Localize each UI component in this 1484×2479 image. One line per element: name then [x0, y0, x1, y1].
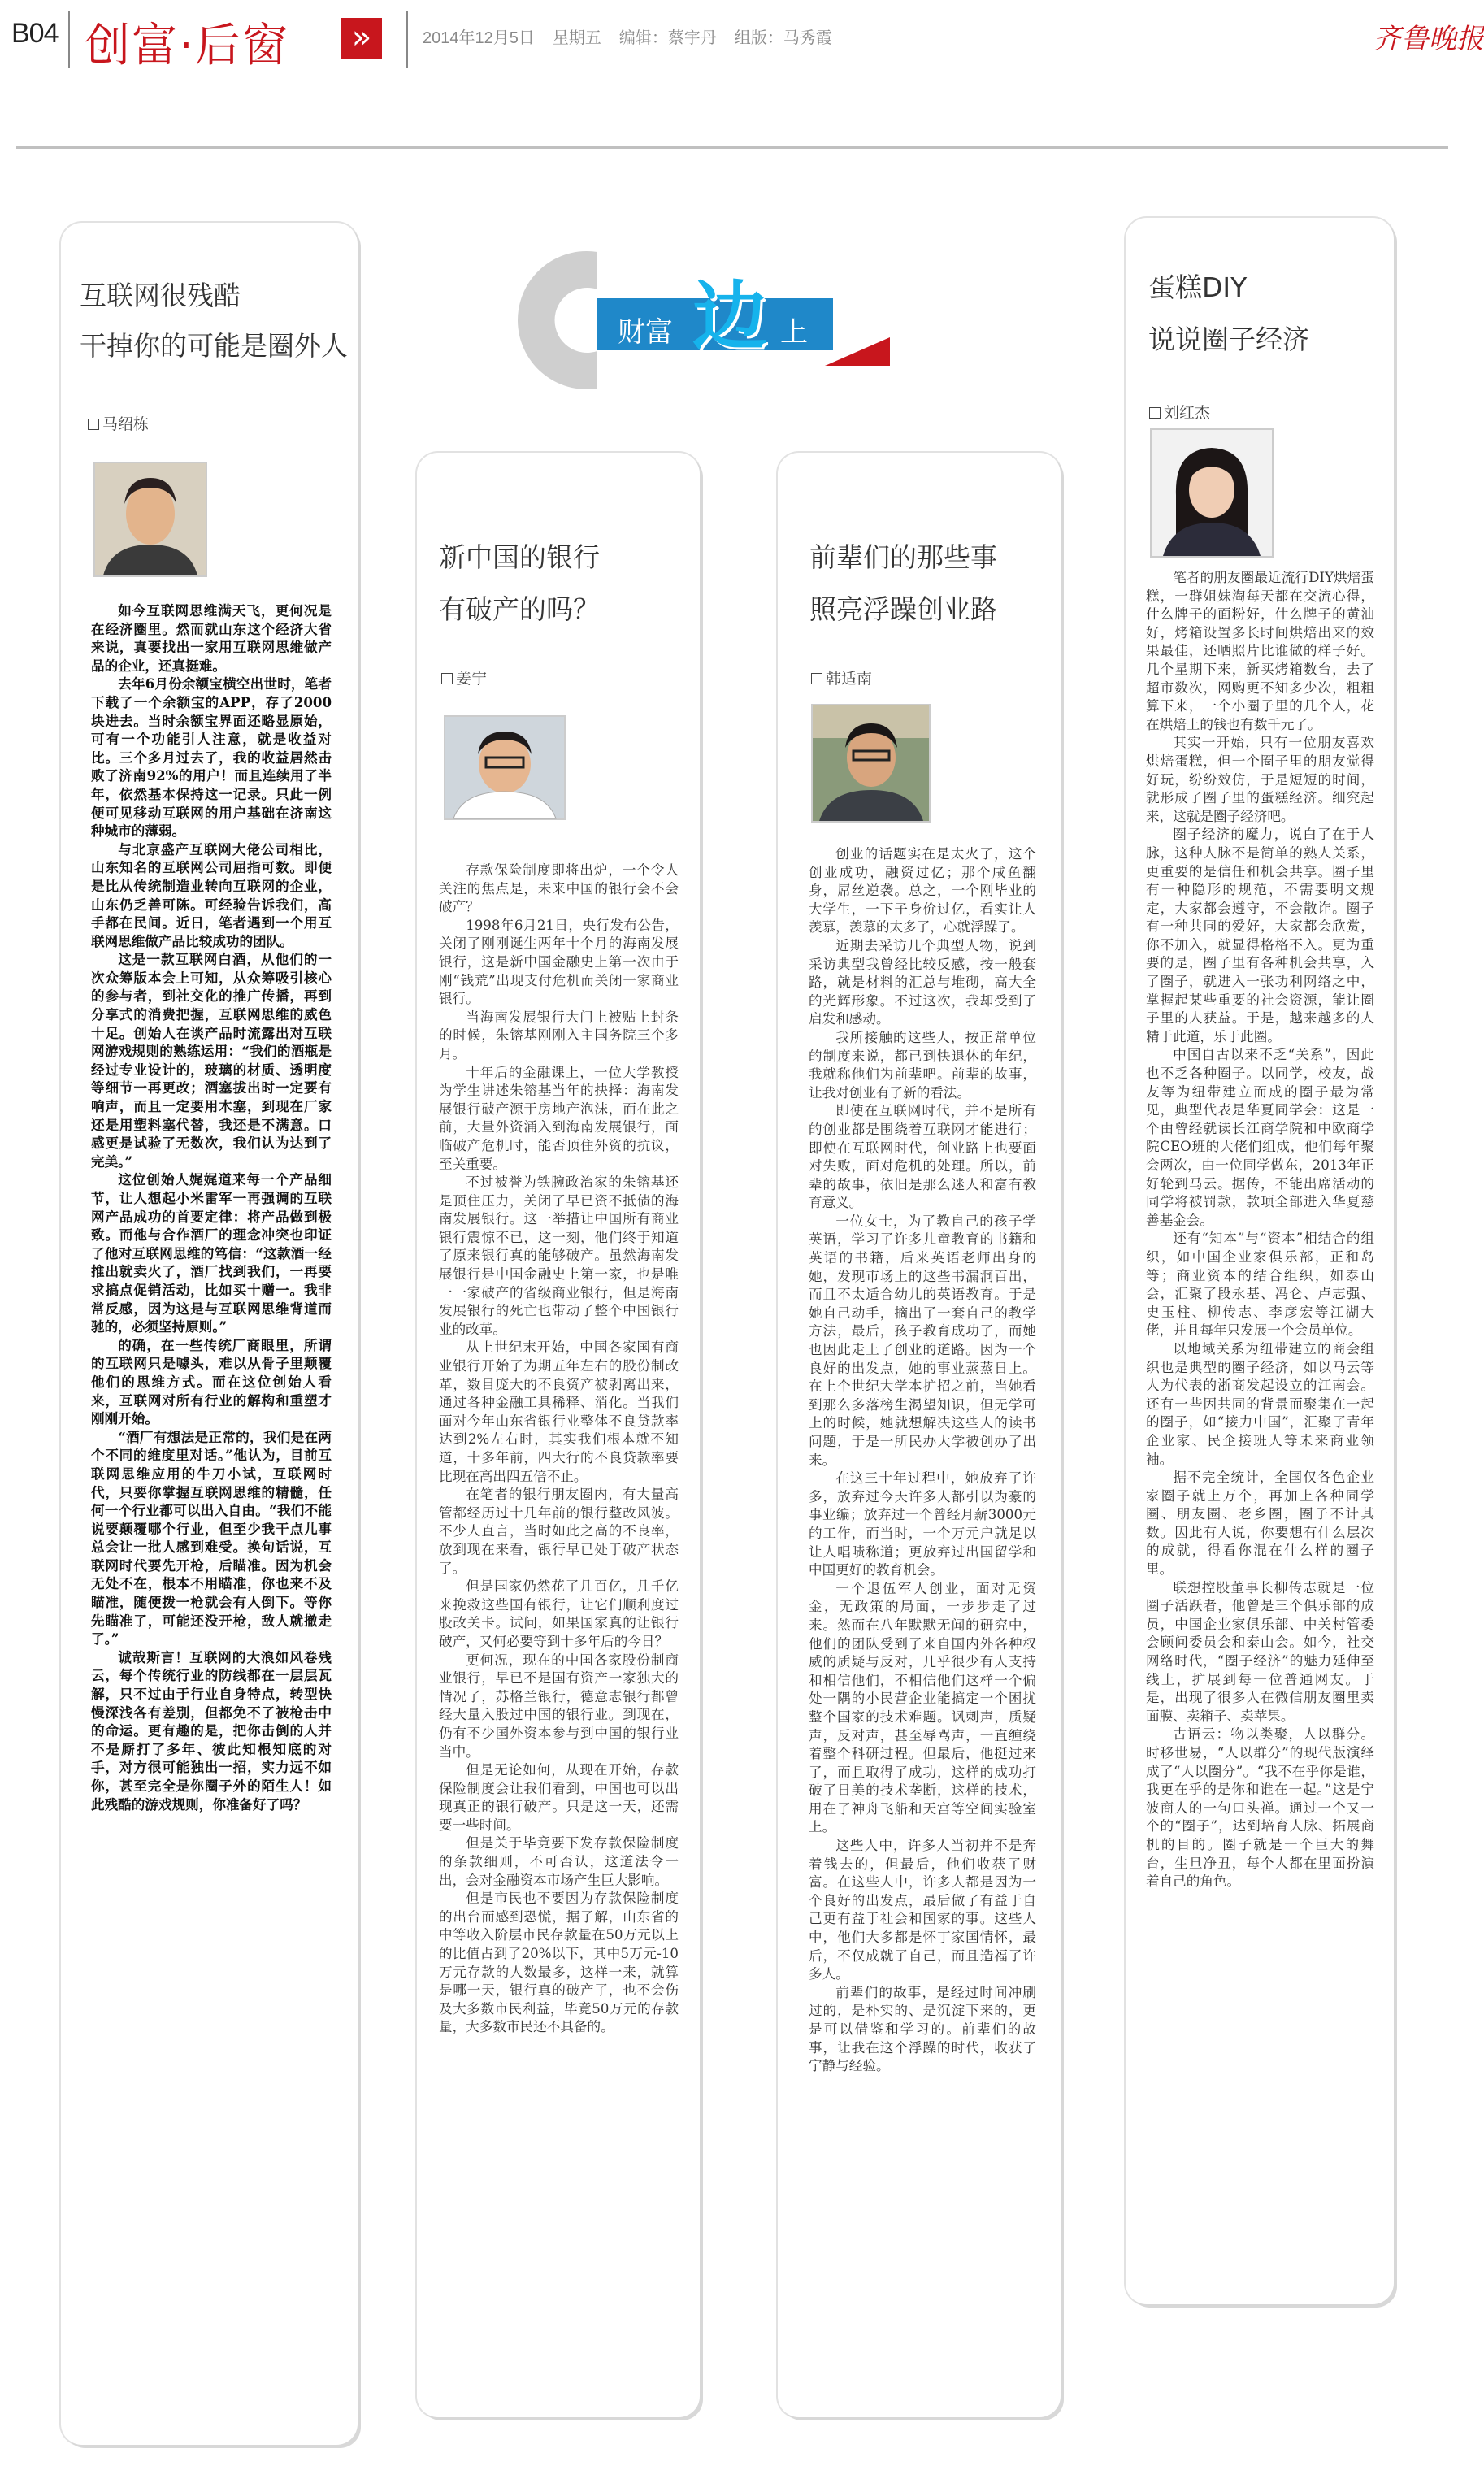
- divider: [68, 11, 70, 68]
- paragraph: 我所接触的这些人，按正常单位的制度来说，都已到快退休的年纪，我就称他们为前辈吧。前辈的故事，让我对创业有了新的看法。: [809, 1029, 1036, 1101]
- author-name: 姜宁: [456, 670, 488, 688]
- article-body: [1146, 569, 1374, 1891]
- paragraph: 一位女士，为了教自己的孩子学英语，学习了许多儿童教育的书籍和英语的书籍，后来英语老师出身的她，发现市场上的这些书漏洞百出，而且不太适合幼儿的英语教育。于是她自己动手，摘出了一套自己的教学方法，最后，孩子教育成功了，而她也因此走上了创业的道路。因为一个良好的出发点，她的事业蒸蒸日上。在上个世纪大学本扩招之前，当她看到那么多落榜生渴望知识，但无学可上的时候，她就想解决这些人的读书问题，于是一所民办大学被创办了出来。: [809, 1213, 1036, 1468]
- banner-word-3: 上: [780, 316, 808, 349]
- paragraph: 笔者的朋友圈最近流行DIY烘焙蛋糕，一群姐妹淘每天都在交流心得，什么牌子的面粉好，什么牌子的黄油好，烤箱设置多长时间烘焙出来的效果最佳，还晒照片比谁做的样子好。几个星期下来，新买烤箱数台，去了超市数次，网购更不知多少次，粗粗算下来，一个小圈子里的几个人，花在烘焙上的钱也有数千元了。: [1146, 570, 1374, 732]
- paragraph: 创业的话题实在是太火了，这个创业成功，融资过亿；那个咸鱼翻身，屌丝逆袭。总之，一个刚毕业的大学生，一下子身价过亿，看实让人羡慕，羡慕的太多了，心就浮躁了。: [809, 846, 1036, 936]
- paragraph: 从上世纪末开始，中国各家国有商业银行开始了为期五年左右的股份制改革，数目庞大的不良资产被剥离出来，通过各种金融工具稀释、消化。当我们面对今年山东省银行业整体不良贷款率达到2%左右时，其实我们根本就不知道，十多年前，四大行的不良贷款率要比现在高出四五倍不止。: [439, 1339, 679, 1484]
- portrait-illustration: [813, 705, 929, 821]
- paragraph: 前辈们的故事，是经过时间冲刷过的，是朴实的、是沉淀下来的，更是可以借鉴和学习的。前辈们的故事，让我在这个浮躁的时代，收获了宁静与经验。: [809, 1984, 1036, 2074]
- banner-word-2: 边: [692, 273, 768, 360]
- section-dot: ·: [179, 20, 195, 72]
- article-body: [91, 601, 332, 1813]
- byline-square-icon: [1149, 407, 1161, 419]
- paragraph: 这是一款互联网白酒，从他们的一次众筹版本会上可知，从众筹吸引核心的参与者，到社交化的推广传播，再到分享式的消费把握，互联网思维的威色十足。创始人在谈产品时流露出对互联网游戏规则的熟练运用：“我们的酒瓶是经过专业设计的，玻璃的材质、透明度等细节一再更改；酒塞拔出时一定要有响声，而且一定要用木塞，到现在厂家还是用塑料塞代替，我还是不满意。口感更是试验了无数次，我们认为达到了完美。”: [91, 951, 332, 1170]
- paragraph: 不过被誉为铁腕政治家的朱镕基还是顶住压力，关闭了早已资不抵债的海南发展银行。这一举措让中国所有商业银行震惊不已，这一刻，他们终于知道了原来银行真的能够破产。虽然海南发展银行是中国金融史上第一家，也是唯一一家破产的省级商业银行，但是海南发展银行的死亡也带动了整个中国银行业的改革。: [439, 1174, 679, 1337]
- paragraph: 古语云：物以类聚，人以群分。时移世易，“人以群分”的现代版演绎成了“人以圈分”。“我不在乎你是谁，我更在乎的是你和谁在一起。”这是宁波商人的一句口头禅。通过一个又一个的“圈子”，达到培育人脉、拓展商机的目的。圈子就是一个巨大的舞台，生旦净丑，每个人都在里面扮演着自己的角色。: [1146, 1726, 1374, 1890]
- paragraph: 与北京盛产互联网大佬公司相比，山东知名的互联网公司屈指可数。即便是比从传统制造业转向互联网的企业，山东仍乏善可陈。可经验告诉我们，高手都在民间。近日，笔者遇到一个用互联网思维做产品比较成功的团队。: [91, 840, 332, 949]
- paragraph: 如今互联网思维满天飞，更何况是在经济圈里。然而就山东这个经济大省来说，真要找出一家用互联网思维做产品的企业，还真挺难。: [91, 602, 332, 674]
- article-title-line2: 干掉你的可能是圈外人: [80, 330, 348, 362]
- paragraph: 在这三十年过程中，她放弃了许多，放弃过今天许多人都引以为豪的事业编；放弃过一个曾经月薪3000元的工作，而当时，一个万元户就足以让人唱啧称道；更放弃过出国留学和中国更好的教育机会。: [809, 1470, 1036, 1578]
- article-title-line1: 蛋糕DIY: [1148, 271, 1248, 303]
- paragraph: 在笔者的银行朋友圈内，有大量高管都经历过十几年前的银行整改风波。不少人直言，当时如此之高的不良率，放到现在来看，银行早已处于破产状态了。: [439, 1487, 679, 1576]
- byline: [441, 666, 487, 688]
- author-photo: [1150, 428, 1274, 558]
- paragraph: 但是国家仍然花了几百亿，几千亿来挽救这些国有银行，让它们顺利度过股改关卡。试问，如果国家真的让银行破产，又何必要等到十多年后的今日？: [439, 1578, 679, 1649]
- paragraph: 去年6月份余额宝横空出世时，笔者下载了一个余额宝的APP，存了2000块进去。当时余额宝界面还略显原始，可有一个功能引人注意，就是收益对比。三个多月过去了，我的收益居然击败了济南92%的用户！而且连续用了半年，依然基本保持这一记录。只此一例便可见移动互联网的用户基础在济南这种城市的薄弱。: [91, 675, 332, 840]
- byline: [88, 412, 149, 434]
- section-name-b: 后窗: [194, 20, 289, 72]
- banner-triangle: [825, 337, 890, 366]
- paragraph: 存款保险制度即将出炉，一个令人关注的焦点是，未来中国的银行会不会破产？: [439, 862, 679, 915]
- paragraph: 据不完全统计，全国仅各色企业家圈子就上万个，再加上各种同学圈、朋友圈、老乡圈，圈子不计其数。因此有人说，你要想有什么层次的成就，得看你混在什么样的圈子里。: [1146, 1470, 1374, 1578]
- paragraph: 但是市民也不要因为存款保险制度的出台而感到恐慌，据了解，山东省的中等收入阶层市民存款量在50万元以上的比值占到了20%以下，其中5万元-10万元存款的人数最多，这样一来，就算是哪一天，银行真的破产了，也不会伤及大多数市民利益，毕竟50万元的存款量，大多数市民还不具备的。: [439, 1891, 679, 2035]
- section-title: [85, 10, 289, 75]
- article-title-line1: 新中国的银行: [439, 541, 600, 573]
- paragraph: 即使在互联网时代，并不是所有的创业都是围绕着互联网才能进行；即使在互联网时代，创业路上也要面对失败，面对危机的处理。所以，前辈的故事，依旧是那么迷人和富有教育意义。: [809, 1103, 1036, 1211]
- paragraph: 这些人中，许多人当初并不是奔着钱去的，但最后，他们收获了财富。在这些人中，许多人都是因为一个良好的出发点，最后做了有益于自己更有益于社会和国家的事。这些人中，他们大多都是怀丁家国情怀，最后，不仅成就了自己，而且造福了许多人。: [809, 1838, 1036, 1982]
- paragraph: 1998年6月21日，央行发布公告，关闭了刚刚诞生两年十个月的海南发展银行，这是新中国金融史上第一次由于刚“钱荒”出现支付危机而关闭一家商业银行。: [439, 917, 679, 1007]
- portrait-illustration: [1152, 430, 1272, 556]
- author-photo: [811, 704, 931, 823]
- issue-date: 2014年12月5日: [423, 29, 535, 47]
- header-rule: [16, 146, 1448, 149]
- article-title-line2: 有破产的吗？: [439, 593, 600, 625]
- author-name: 韩适南: [826, 670, 873, 688]
- article-title-line2: 说说圈子经济: [1148, 323, 1309, 355]
- byline: [811, 666, 872, 688]
- editor: 编辑：蔡宇丹: [618, 29, 717, 47]
- divider: [406, 11, 408, 68]
- author-name: 马绍栋: [102, 415, 150, 433]
- paragraph: 近期去采访几个典型人物，说到采访典型我曾经比较反感，按一般套路，就是材料的汇总与堆砌，高大全的光辉形象。不过这次，我却受到了启发和感动。: [809, 937, 1036, 1027]
- byline-square-icon: [441, 673, 453, 684]
- paragraph: “酒厂有想法是正常的，我们是在两个不同的维度里对话。”他认为，目前互联网思维应用的牛刀小试，互联网时代，只要你掌握互联网思维的精髓，任何一个行业都可以出入自由。“我们不能说要颠覆哪个行业，但至少我干点儿事总会让一批人感到难受。换句话说，互联网时代要先开枪，后瞄准。因为机会无处不在，根本不用瞄准，你也来不及瞄准，随便拨一枪就会有人倒下。等你先瞄准了，可能还没开枪，敌人就撤走了。”: [91, 1428, 332, 1648]
- byline-square-icon: [811, 673, 822, 684]
- issue-meta: [423, 24, 850, 48]
- banner-c-shape: [518, 251, 597, 389]
- layout-credit: 组版：马秀霞: [734, 29, 832, 47]
- paragraph: 更何况，现在的中国各家股份制商业银行，早已不是国有资产一家独大的情况了，苏格兰银行，德意志银行都曾经大量入股过中国的银行业。到现在，仍有不少国外资本参与到中国的银行业当中。: [439, 1652, 679, 1760]
- paragraph: 圈子经济的魔力，说白了在于人脉，这种人脉不是简单的熟人关系，更重要的是信任和机会共享。圈子里有一种隐形的规范，不需要明文规定，大家都会遵守，不会散诈。圈子有一种共同的爱好，大家都会欣赏，你不加入，就显得格格不入。更为重要的是，圈子里有各种机会共享，入了圈子，就进入一张功利网络之中，掌握起某些重要的社会资源，能让圈子里的人获益。于是，越来越多的人精于此道，乐于此圈。: [1146, 827, 1374, 1044]
- paragraph: 的确，在一些传统厂商眼里，所谓的互联网只是噱头，难以从骨子里颠覆他们的思维方式。而在这位创始人看来，互联网对所有行业的解构和重塑才刚刚开始。: [91, 1336, 332, 1427]
- paragraph: 其实一开始，只有一位朋友喜欢烘焙蛋糕，但一个圈子里的朋友觉得好玩，纷纷效仿，于是短短的时间，就形成了圈子里的蛋糕经济。细究起来，这就是圈子经济吧。: [1146, 735, 1374, 824]
- author-name: 刘红杰: [1164, 404, 1211, 422]
- paragraph: 联想控股董事长柳传志就是一位圈子活跃者，他曾是三个俱乐部的成员，中国企业家俱乐部、中关村管委会顾问委员会和泰山会。如今，社交网络时代，“圈子经济”的魅力延伸至线上，扩展到每一位普通网友。于是，出现了很多人在微信朋友圈里卖面膜、卖箱子、卖苹果。: [1146, 1579, 1374, 1724]
- issue-weekday: 星期五: [552, 29, 601, 47]
- page-number: B04: [11, 18, 59, 49]
- paragraph: 以地域关系为纽带建立的商会组织也是典型的圈子经济，如以马云等人为代表的浙商发起设立的江南会。还有一些因共同的背景而聚集在一起的圈子，如“接力中国”，汇聚了青年企业家、民企接班人等未来商业领袖。: [1146, 1340, 1374, 1467]
- paragraph: 这位创始人娓娓道来每一个产品细节，让人想起小米雷军一再强调的互联网产品成功的首要定律：将产品做到极致。而他与合作酒厂的理念冲突也印证了他对互联网思维的笃信：“这款酒一经推出就卖火了，酒厂找到我们，一再要求搞点促销活动，比如买十赠一。我非常反感，因为这是与互联网思维背道而驰的，必须坚持原则。”: [91, 1171, 332, 1335]
- chevron-right-icon: »: [341, 18, 382, 59]
- byline-square-icon: [88, 419, 99, 430]
- byline: [1149, 401, 1210, 423]
- portrait-illustration: [445, 717, 564, 818]
- banner-word-1: 财富: [618, 316, 673, 349]
- paragraph: 中国自古以来不乏“关系”，因此也不乏各种圈子。以同学，校友，战友等为纽带建立而成的圈子最为常见，典型代表是华夏同学会：这是一个由曾经就读长江商学院和中欧商学院CEO班的大佬们组成，他们每年聚会两次，由一位同学做东，2013年正好轮到马云。据传，不能出席活动的同学将被罚款，款项全部进入华夏慈善基金会。: [1146, 1047, 1374, 1228]
- paragraph: 十年后的金融课上，一位大学教授为学生讲述朱镕基当年的抉择：海南发展银行破产源于房地产泡沫，而在此之前，大量外资涌入到海南发展银行，面临破产危机时，能否顶住外资的抗议，至关重要。: [439, 1064, 679, 1172]
- portrait-illustration: [95, 463, 206, 575]
- author-photo: [93, 462, 207, 577]
- article-title-line2: 照亮浮躁创业路: [809, 593, 997, 625]
- paragraph: 但是无论如何，从现在开始，存款保险制度会让我们看到，中国也可以出现真正的银行破产。只是这一天，还需要一些时间。: [439, 1762, 679, 1833]
- section-name-a: 创富: [85, 20, 179, 72]
- article-body: [809, 845, 1036, 2076]
- paragraph: 当海南发展银行大门上被贴上封条的时候，朱镕基刚刚入主国务院三个多月。: [439, 1009, 679, 1061]
- newspaper-logo: 齐鲁晚报: [1373, 23, 1484, 55]
- author-photo: [444, 715, 566, 820]
- article-body: [439, 862, 679, 2037]
- paragraph: 还有“知本”与“资本”相结合的组织，如中国企业家俱乐部，正和岛等；商业资本的结合组织，如泰山会，汇聚了段永基、冯仑、卢志强、史玉柱、柳传志、李彦宏等江湖大佬，并且每年只发展一个会员单位。: [1146, 1231, 1374, 1339]
- paragraph: 诚哉斯言！互联网的大浪如风卷残云，每个传统行业的防线都在一层层瓦解，只不过由于行业自身特点，转型快慢深浅各有差别，但都免不了被枪击中的命运。更有趣的是，把你击倒的人并不是厮打了多年、彼此知根知底的对手，对方很可能独出一招，实力远不如你，甚至完全是你圈子外的陌生人！如此残酷的游戏规则，你准备好了吗？: [91, 1648, 332, 1813]
- article-title-line1: 前辈们的那些事: [809, 541, 997, 573]
- paragraph: 一个退伍军人创业，面对无资金，无政策的局面，一步步走了过来。然而在八年默默无闻的研究中，他们的团队受到了来自国内外各种权威的质疑与反对，几乎很少有人支持和相信他们，不相信他们这样一个偏处一隅的小民营企业能搞定一个困扰整个国家的技术难题。讽刺声，质疑声，反对声，甚至辱骂声，一直缠绕着整个科研过程。但最后，他挺过来了，而且取得了成功，这样的成功打破了日美的技术垄断，这样的技术，用在了神舟飞船和天宫等空间实验室上。: [809, 1580, 1036, 1835]
- article-title-line1: 互联网很残酷: [80, 280, 241, 311]
- paragraph: 但是关于毕竟要下发存款保险制度的条款细则，不可否认，这道法令一出，会对金融资本市场产生巨大影响。: [439, 1835, 679, 1888]
